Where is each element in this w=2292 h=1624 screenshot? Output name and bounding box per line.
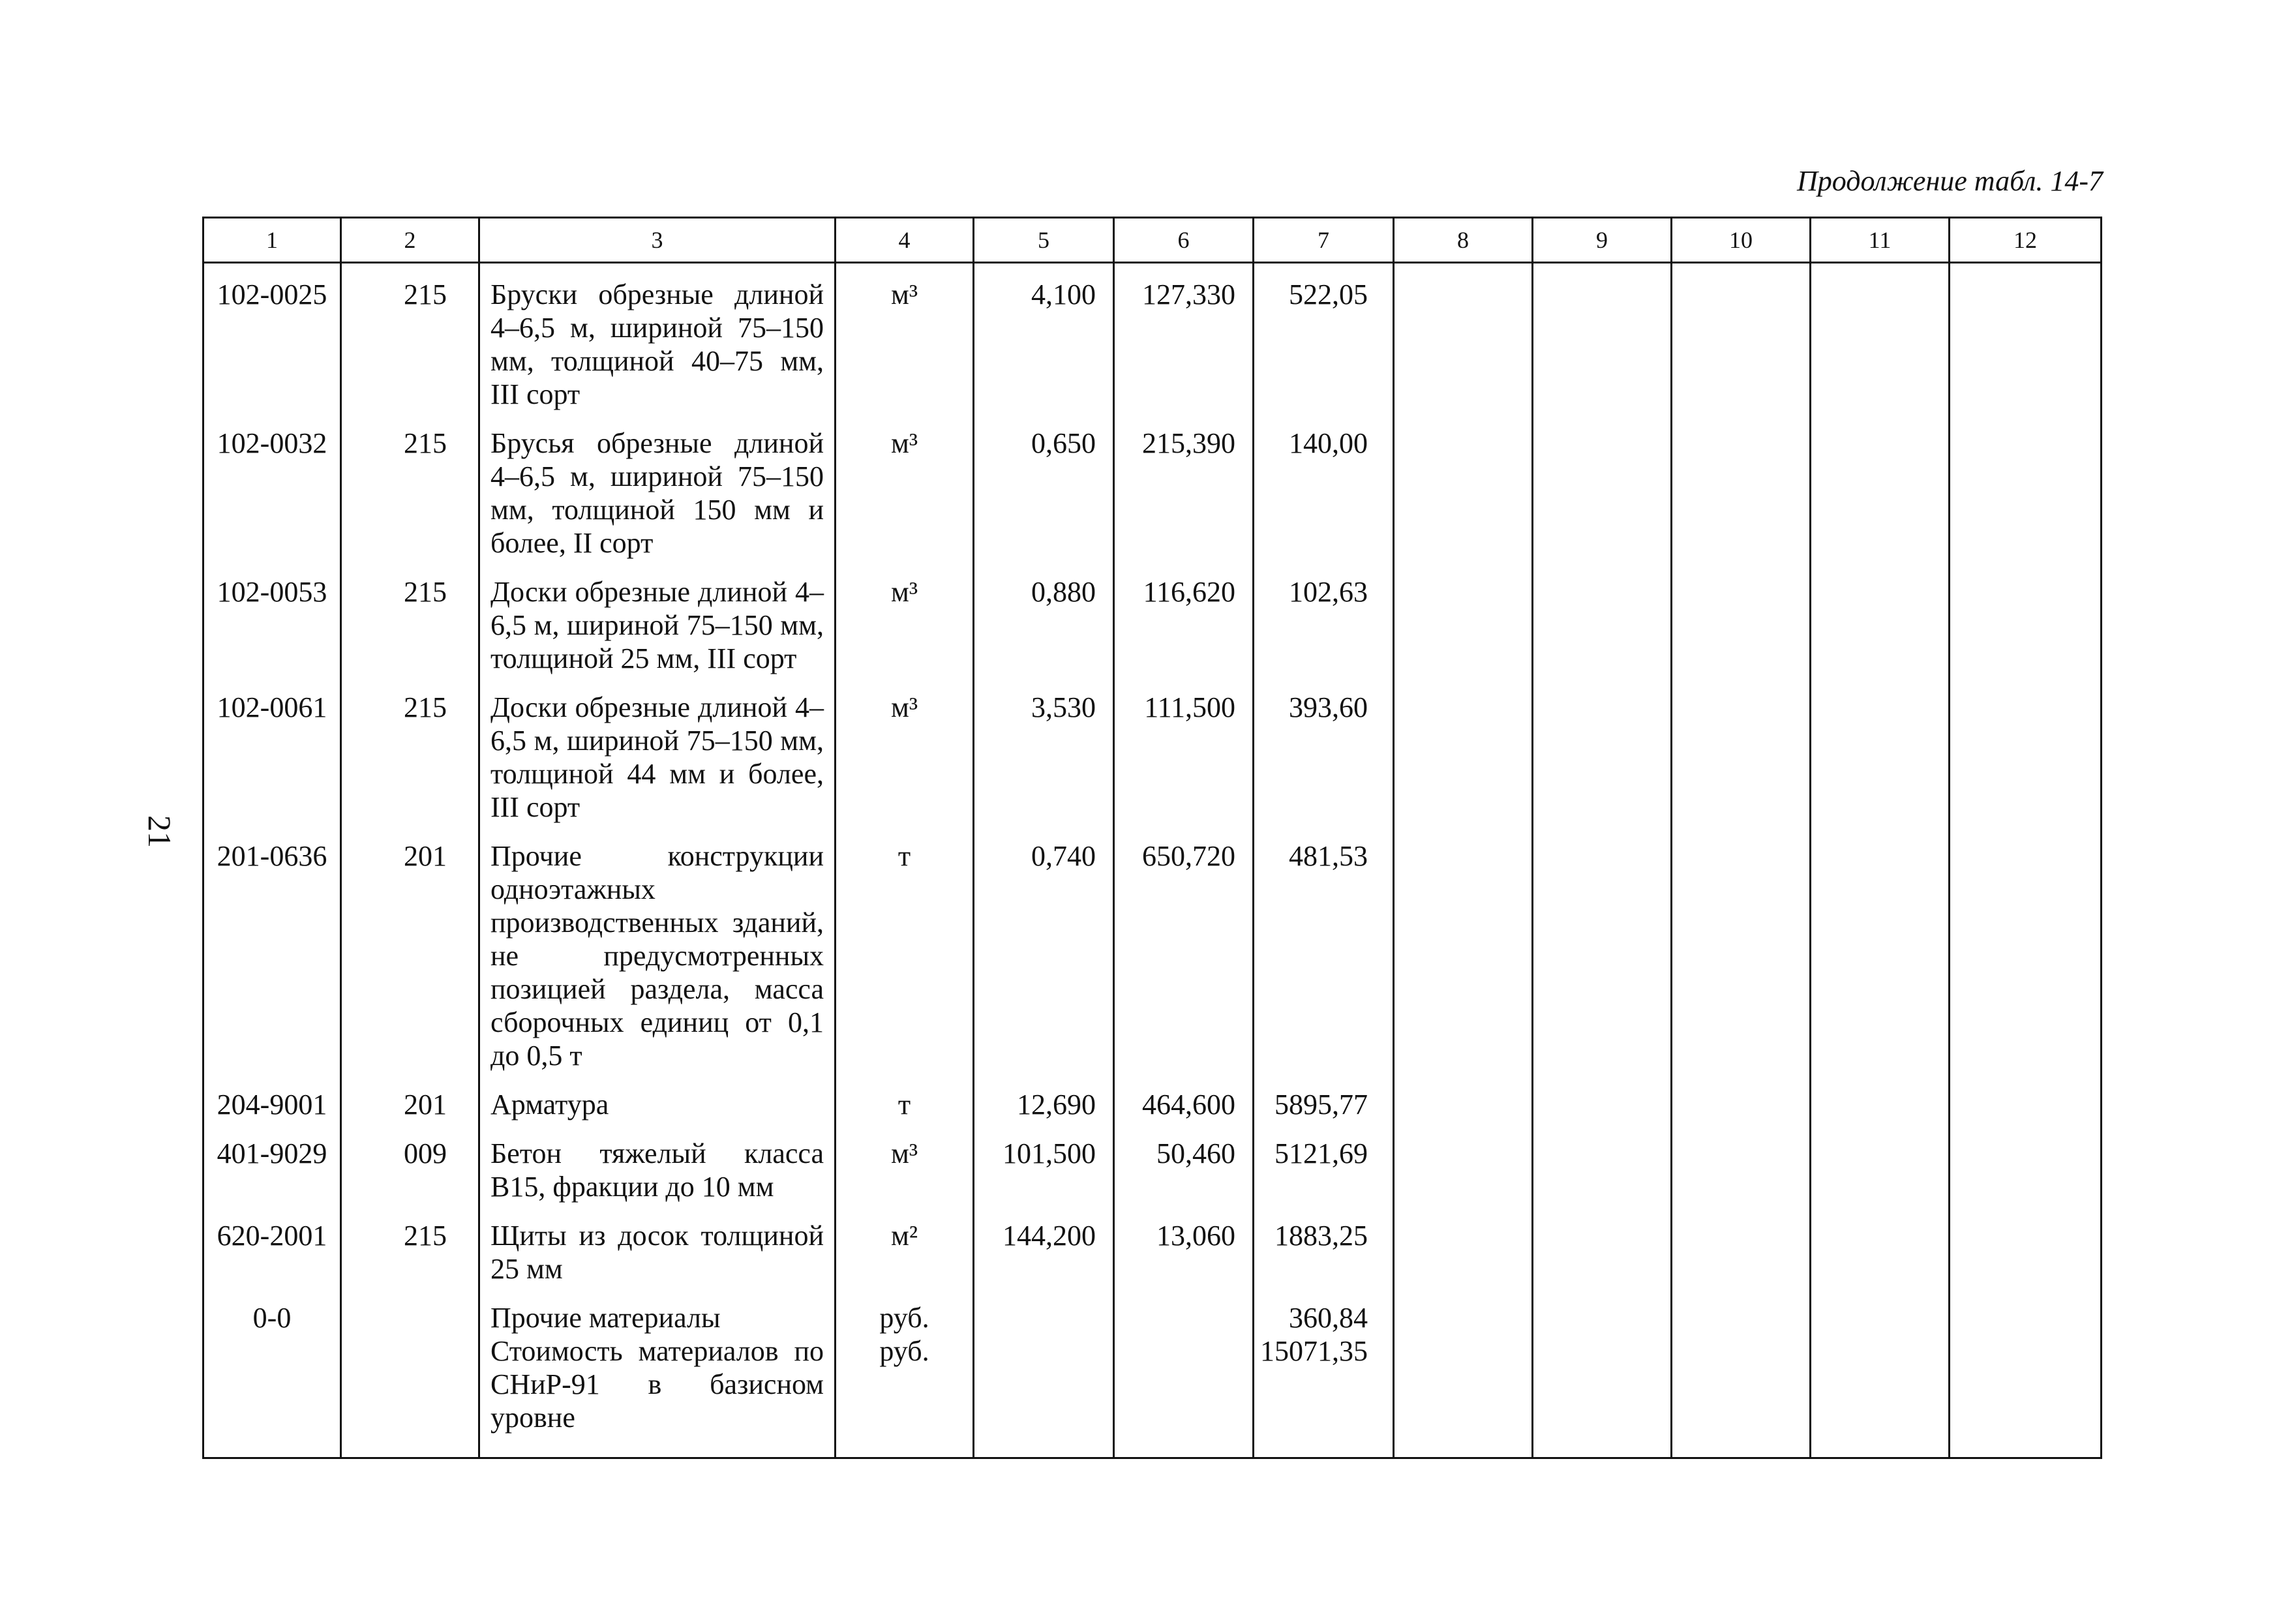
page-number: 21 — [142, 815, 178, 848]
unit-rub: руб. — [879, 1302, 929, 1334]
total-cost: 140,00 — [1254, 412, 1394, 561]
table-row — [204, 1074, 2102, 1122]
unit: т — [836, 825, 974, 1074]
column-header: 8 — [1394, 218, 1533, 263]
total-cost: 5895,77 — [1254, 1074, 1394, 1122]
material-description: Прочие конструкции одноэтажных производственных зданий, не предусмотренных позицией раздела, масса сборочных единиц от 0,1 до 0,5 т — [479, 825, 836, 1074]
quantity: 12,690 — [974, 1074, 1114, 1122]
column-header: 3 — [479, 218, 836, 263]
total-cost: 1883,25 — [1254, 1205, 1394, 1287]
group-code: 215 — [341, 412, 479, 561]
table-row — [204, 1122, 2102, 1205]
table-header-row — [204, 218, 2102, 263]
unit-price: 215,390 — [1114, 412, 1254, 561]
table-row — [204, 676, 2102, 825]
resource-code: 0-0 — [204, 1287, 341, 1458]
unit: м³ — [836, 1122, 974, 1205]
table-row — [204, 825, 2102, 1074]
resource-code: 401-9029 — [204, 1122, 341, 1205]
unit-price: 464,600 — [1114, 1074, 1254, 1122]
unit-price: 111,500 — [1114, 676, 1254, 825]
quantity: 0,650 — [974, 412, 1114, 561]
materials-cost-label: Стоимость материалов по СНиР-91 в базисном уровне — [490, 1335, 824, 1434]
quantity: 0,880 — [974, 561, 1114, 676]
column-header: 12 — [1950, 218, 2102, 263]
group-code: 201 — [341, 825, 479, 1074]
resource-code: 201-0636 — [204, 825, 341, 1074]
table-row — [204, 412, 2102, 561]
unit-rub: руб. — [879, 1335, 929, 1367]
materials-cost-total: 15071,35 — [1260, 1335, 1368, 1367]
unit-price: 13,060 — [1114, 1205, 1254, 1287]
material-description: Доски обрезные длиной 4–6,5 м, шириной 75–150 мм, толщиной 44 мм и более, III сорт — [479, 676, 836, 825]
column-header: 6 — [1114, 218, 1254, 263]
group-code: 215 — [341, 263, 479, 413]
table-row — [204, 561, 2102, 676]
group-code: 009 — [341, 1122, 479, 1205]
total-cost: 393,60 — [1254, 676, 1394, 825]
other-materials-total: 360,84 — [1289, 1302, 1368, 1334]
resource-code: 102-0025 — [204, 263, 341, 413]
resource-code: 102-0053 — [204, 561, 341, 676]
quantity: 0,740 — [974, 825, 1114, 1074]
group-code: 201 — [341, 1074, 479, 1122]
resource-code: 102-0032 — [204, 412, 341, 561]
group-code: 215 — [341, 561, 479, 676]
column-header: 7 — [1254, 218, 1394, 263]
unit: м³ — [836, 412, 974, 561]
table-row — [204, 1205, 2102, 1287]
unit: м³ — [836, 676, 974, 825]
column-header: 5 — [974, 218, 1114, 263]
other-materials-label: Прочие материалы — [490, 1302, 721, 1334]
unit-price: 116,620 — [1114, 561, 1254, 676]
unit: м³ — [836, 561, 974, 676]
resource-code: 204-9001 — [204, 1074, 341, 1122]
table-row-totals — [204, 1287, 2102, 1458]
group-code: 215 — [341, 1205, 479, 1287]
resource-code: 102-0061 — [204, 676, 341, 825]
total-cost: 522,05 — [1254, 263, 1394, 413]
quantity: 144,200 — [974, 1205, 1114, 1287]
material-description — [479, 1287, 836, 1458]
material-description: Доски обрезные длиной 4–6,5 м, шириной 75–150 мм, толщиной 25 мм, III сорт — [479, 561, 836, 676]
unit: м³ — [836, 263, 974, 413]
quantity: 101,500 — [974, 1122, 1114, 1205]
materials-table — [202, 217, 2102, 1459]
unit-price: 650,720 — [1114, 825, 1254, 1074]
total-cost — [1254, 1287, 1394, 1458]
material-description: Бруски обрезные длиной 4–6,5 м, шириной 75–150 мм, толщиной 40–75 мм, III сорт — [479, 263, 836, 413]
unit-price: 127,330 — [1114, 263, 1254, 413]
material-description: Брусья обрезные длиной 4–6,5 м, шириной 75–150 мм, толщиной 150 мм и более, II сорт — [479, 412, 836, 561]
column-header: 2 — [341, 218, 479, 263]
material-description: Щиты из досок толщиной 25 мм — [479, 1205, 836, 1287]
column-header: 4 — [836, 218, 974, 263]
unit: т — [836, 1074, 974, 1122]
column-header: 11 — [1811, 218, 1950, 263]
total-cost: 5121,69 — [1254, 1122, 1394, 1205]
table-row — [204, 263, 2102, 413]
unit-price: 50,460 — [1114, 1122, 1254, 1205]
material-description: Арматура — [479, 1074, 836, 1122]
quantity: 3,530 — [974, 676, 1114, 825]
column-header: 9 — [1533, 218, 1672, 263]
table-caption: Продолжение табл. 14-7 — [1797, 165, 2103, 197]
total-cost: 481,53 — [1254, 825, 1394, 1074]
column-header: 1 — [204, 218, 341, 263]
unit — [836, 1287, 974, 1458]
group-code: 215 — [341, 676, 479, 825]
total-cost: 102,63 — [1254, 561, 1394, 676]
material-description: Бетон тяжелый класса В15, фракции до 10 мм — [479, 1122, 836, 1205]
column-header: 10 — [1672, 218, 1811, 263]
quantity: 4,100 — [974, 263, 1114, 413]
resource-code: 620-2001 — [204, 1205, 341, 1287]
unit: м² — [836, 1205, 974, 1287]
